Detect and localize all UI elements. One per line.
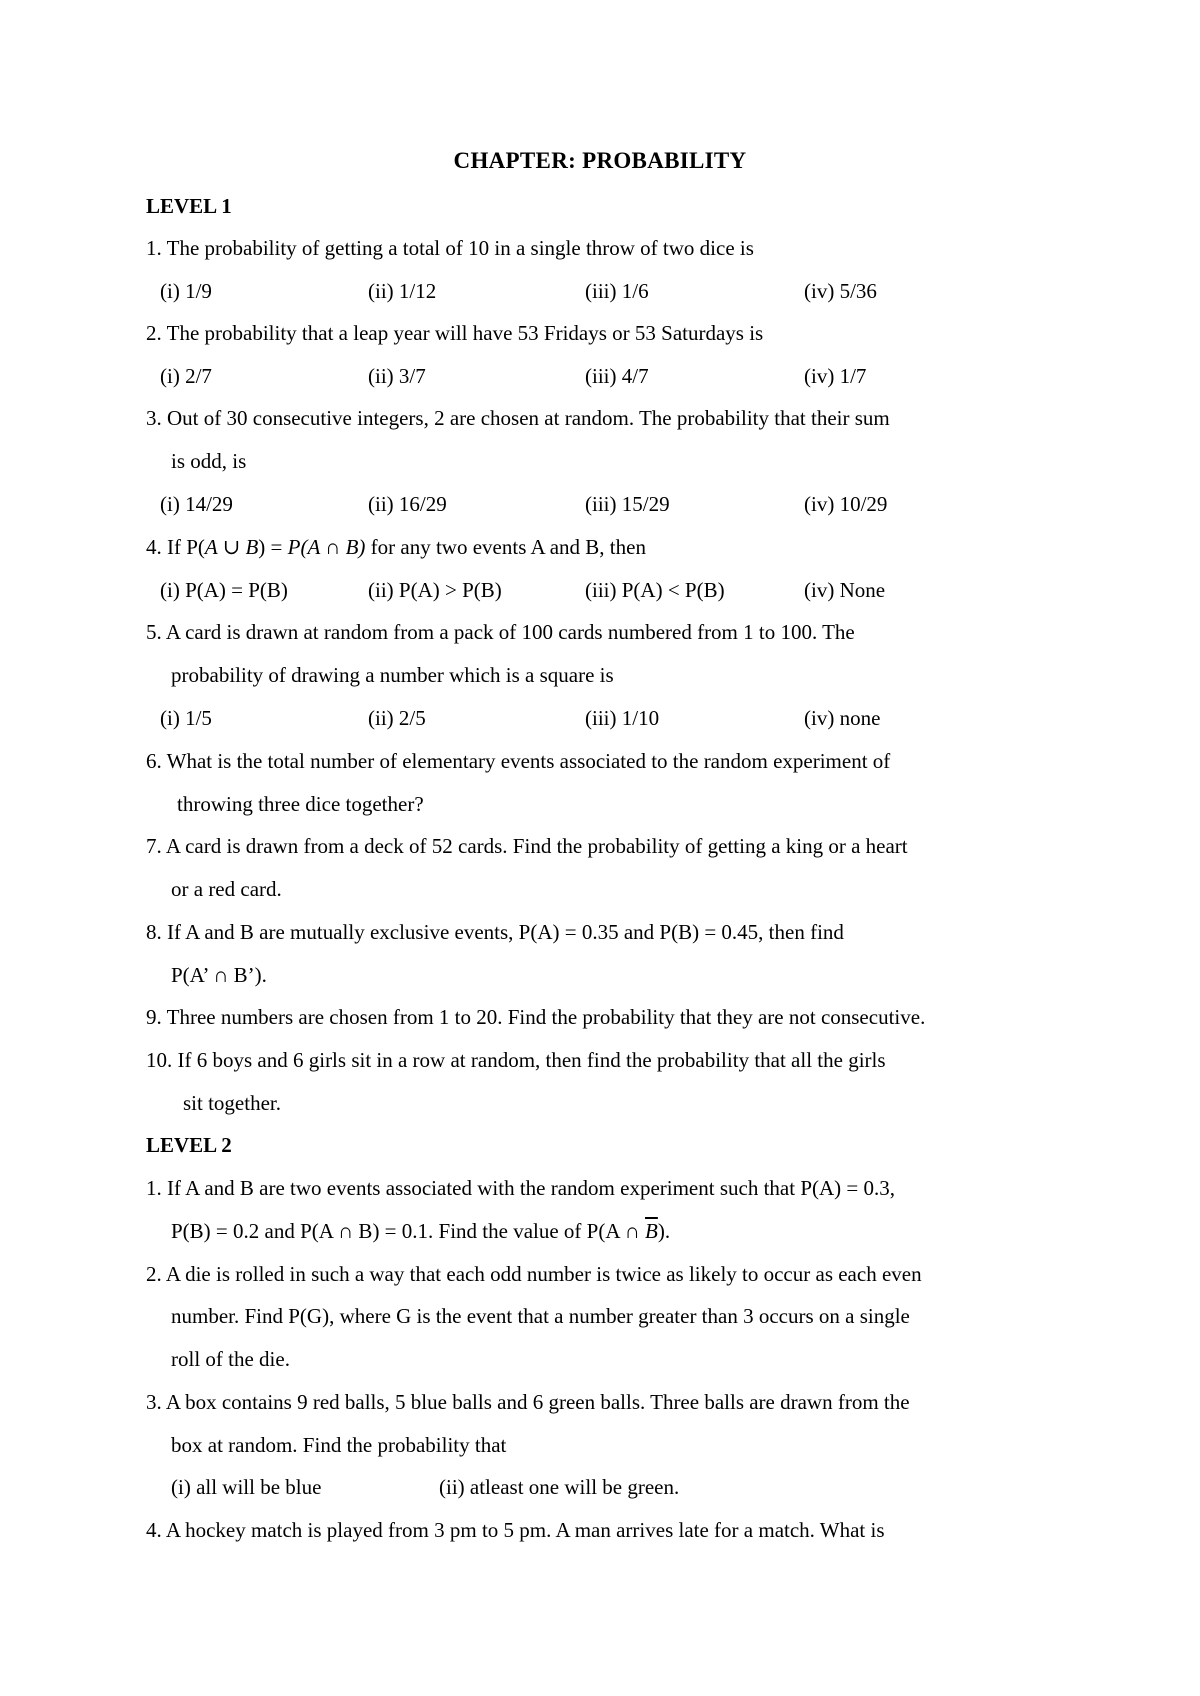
l1-q3-option-4: (iv) 10/29 bbox=[804, 492, 888, 516]
l1-question-7-cont: or a red card. bbox=[171, 877, 282, 901]
l1-question-5-cont: probability of drawing a number which is a square is bbox=[171, 663, 614, 687]
l2-q1-cont-text: P(B) = 0.2 and P(A ∩ B) = 0.1. Find the value of P(A ∩ bbox=[171, 1219, 646, 1243]
l2-q1-cont-end: ). bbox=[657, 1219, 671, 1243]
l1-q3-option-2: (ii) 16/29 bbox=[368, 492, 447, 516]
chapter-title: CHAPTER: PROBABILITY bbox=[453, 148, 747, 173]
l2-question-1: 1. If A and B are two events associated with the random experiment such that P(A) = 0.3, bbox=[146, 1176, 895, 1200]
l1-q1-option-1: (i) 1/9 bbox=[160, 279, 212, 303]
l1-question-4 bbox=[146, 533, 646, 561]
l2-question-3-cont: box at random. Find the probability that bbox=[171, 1433, 507, 1457]
l2-q3-option-1: (i) all will be blue bbox=[171, 1475, 322, 1499]
l1-q5-option-2: (ii) 2/5 bbox=[368, 706, 426, 730]
l1-question-10: 10. If 6 boys and 6 girls sit in a row at random, then find the probability that all the girls bbox=[146, 1048, 886, 1072]
level-1-heading: LEVEL 1 bbox=[146, 194, 232, 218]
level-2-heading: LEVEL 2 bbox=[146, 1133, 232, 1157]
l2-q3-option-2: (ii) atleast one will be green. bbox=[439, 1475, 680, 1499]
l1-q3-option-1: (i) 14/29 bbox=[160, 492, 233, 516]
l1-q5-option-3: (iii) 1/10 bbox=[585, 706, 660, 730]
l1-question-3-cont: is odd, is bbox=[171, 449, 247, 473]
l1-question-8: 8. If A and B are mutually exclusive events, P(A) = 0.35 and P(B) = 0.45, then find bbox=[146, 920, 844, 944]
l1-question-2: 2. The probability that a leap year will have 53 Fridays or 53 Saturdays is bbox=[146, 321, 764, 345]
l1-q5-option-4: (iv) none bbox=[804, 706, 881, 730]
q4-expr-intersection: (A ∩ B) bbox=[300, 535, 366, 559]
l1-q1-option-2: (ii) 1/12 bbox=[368, 279, 437, 303]
l1-q4-option-3: (iii) P(A) < P(B) bbox=[585, 578, 725, 602]
q4-prefix: 4. If P( bbox=[146, 535, 205, 559]
l1-q3-option-3: (iii) 15/29 bbox=[585, 492, 670, 516]
l1-q2-option-2: (ii) 3/7 bbox=[368, 364, 426, 388]
l1-question-10-cont: sit together. bbox=[183, 1091, 281, 1115]
q4-mid: ) = bbox=[258, 535, 288, 559]
l1-question-6-cont: throwing three dice together? bbox=[177, 792, 424, 816]
l1-q5-option-1: (i) 1/5 bbox=[160, 706, 212, 730]
l1-q1-option-3: (iii) 1/6 bbox=[585, 279, 649, 303]
l2-question-1-cont bbox=[171, 1217, 670, 1245]
l1-q1-option-4: (iv) 5/36 bbox=[804, 279, 877, 303]
l1-question-9: 9. Three numbers are chosen from 1 to 20. Find the probability that they are not consecutive. bbox=[146, 1005, 926, 1029]
l1-question-8-cont: P(A’ ∩ B’). bbox=[171, 963, 267, 987]
q4-expr-union: A ∪ B bbox=[204, 535, 259, 559]
l1-q2-option-4: (iv) 1/7 bbox=[804, 364, 867, 388]
l1-question-1: 1. The probability of getting a total of 10 in a single throw of two dice is bbox=[146, 236, 754, 260]
l2-question-2-cont: number. Find P(G), where G is the event that a number greater than 3 occurs on a single bbox=[171, 1304, 910, 1328]
l1-q2-option-3: (iii) 4/7 bbox=[585, 364, 649, 388]
l1-q4-option-4: (iv) None bbox=[804, 578, 886, 602]
l1-question-6: 6. What is the total number of elementary events associated to the random experiment of bbox=[146, 749, 891, 773]
q4-expr-p: P bbox=[287, 535, 301, 559]
b-complement: $\overline{B}$ bbox=[645, 1219, 658, 1243]
l1-q4-option-2: (ii) P(A) > P(B) bbox=[368, 578, 502, 602]
l1-q4-option-1: (i) P(A) = P(B) bbox=[160, 578, 288, 602]
l1-question-7: 7. A card is drawn from a deck of 52 cards. Find the probability of getting a king or a heart bbox=[146, 834, 908, 858]
l2-question-3: 3. A box contains 9 red balls, 5 blue balls and 6 green balls. Three balls are drawn from the bbox=[146, 1390, 910, 1414]
l1-question-5: 5. A card is drawn at random from a pack of 100 cards numbered from 1 to 100. The bbox=[146, 620, 855, 644]
q4-suffix: for any two events A and B, then bbox=[365, 535, 646, 559]
l2-question-2-cont2: roll of the die. bbox=[171, 1347, 290, 1371]
l2-question-2: 2. A die is rolled in such a way that each odd number is twice as likely to occur as each even bbox=[146, 1262, 922, 1286]
l1-question-3: 3. Out of 30 consecutive integers, 2 are chosen at random. The probability that their sum bbox=[146, 406, 890, 430]
l1-q2-option-1: (i) 2/7 bbox=[160, 364, 212, 388]
l2-question-4: 4. A hockey match is played from 3 pm to 5 pm. A man arrives late for a match. What is bbox=[146, 1518, 885, 1542]
